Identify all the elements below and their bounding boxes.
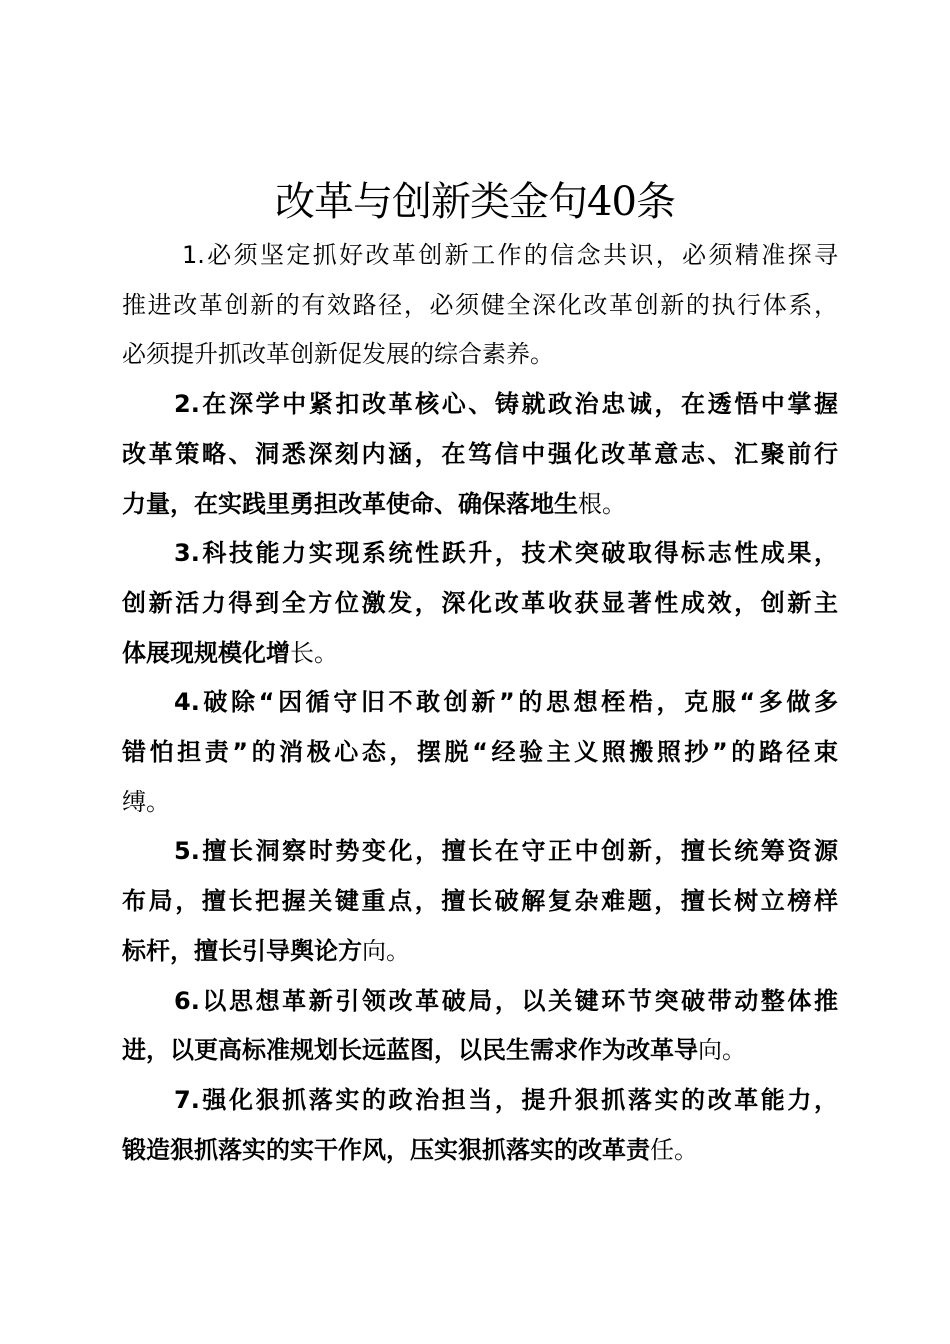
- line-text: 布局，擅长把握关键重点，擅长破解复杂难题，擅长树立榜样: [122, 887, 838, 916]
- line-text: 6.以思想革新引领改革破局，以关键环节突破带动整体推: [174, 986, 838, 1015]
- paragraph-2: [122, 380, 838, 529]
- paragraph-line: [122, 977, 838, 1027]
- line-text: 创新活力得到全方位激发，深化改革收获显著性成效，创新主: [122, 588, 838, 617]
- paragraph-line: [122, 877, 838, 927]
- paragraph-4: [122, 678, 838, 827]
- line-text: 标杆，擅长引导舆论方: [122, 936, 362, 965]
- paragraph-line: [122, 231, 838, 281]
- paragraph-1: [122, 231, 838, 380]
- paragraph-6: [122, 977, 838, 1076]
- paragraph-line: [122, 480, 838, 530]
- paragraph-line: [122, 579, 838, 629]
- paragraph-line: [122, 1126, 838, 1176]
- document-title: 改革与创新类金句40条: [275, 179, 675, 225]
- paragraph-line: [122, 529, 838, 579]
- line-text: 4.破除“因循守旧不敢创新”的思想桎梏，克服“多做多: [174, 688, 838, 717]
- paragraph-line: [122, 678, 838, 728]
- line-text: 2.在深学中紧扣改革核心、铸就政治忠诚，在透悟中掌握: [174, 390, 838, 419]
- line-text: 错怕担责”的消极心态，摆脱“经验主义照搬照抄”的路径束: [122, 738, 838, 767]
- paragraph-line: [122, 1026, 838, 1076]
- line-tail-text: 向。: [698, 1036, 746, 1065]
- line-tail-text: 长。: [290, 638, 338, 667]
- line-text: 3.科技能力实现系统性跃升，技术突破取得标志性成果，: [174, 539, 838, 568]
- paragraph-line: [122, 927, 838, 977]
- paragraph-line: [122, 827, 838, 877]
- line-text: 1.必须坚定抓好改革创新工作的信念共识，必须精准探寻: [182, 241, 838, 269]
- line-text: 5.擅长洞察时势变化，擅长在守正中创新，擅长统筹资源: [174, 837, 838, 866]
- paragraph-line: [122, 281, 838, 331]
- line-tail-text: 向。: [362, 936, 410, 965]
- line-text: 进，以更高标准规划长远蓝图，以民生需求作为改革导: [122, 1036, 698, 1065]
- line-tail-text: 任。: [650, 1135, 698, 1164]
- line-text: 锻造狠抓落实的实干作风，压实狠抓落实的改革责: [122, 1135, 650, 1164]
- paragraph-line: [122, 629, 838, 679]
- line-text: 力量，在实践里勇担改革使命、确保落地生: [122, 489, 578, 518]
- line-tail-text: 缚。: [122, 787, 170, 816]
- line-text: 推进改革创新的有效路径，必须健全深化改革创新的执行体系，: [122, 290, 838, 319]
- paragraph-7: [122, 1076, 838, 1175]
- document-body: [122, 231, 838, 1175]
- paragraph-line: [122, 380, 838, 430]
- paragraph-line: [122, 1076, 838, 1126]
- line-tail-text: 根。: [578, 489, 626, 518]
- line-text: 必须提升抓改革创新促发展的综合素养。: [122, 340, 554, 369]
- paragraph-line: [122, 330, 838, 380]
- line-text: 体展现规模化增: [122, 638, 290, 667]
- paragraph-line: [122, 728, 838, 778]
- paragraph-line: [122, 778, 838, 828]
- paragraph-3: [122, 529, 838, 678]
- line-text: 改革策略、洞悉深刻内涵，在笃信中强化改革意志、汇聚前行: [122, 439, 838, 468]
- line-text: 7.强化狠抓落实的政治担当，提升狠抓落实的改革能力，: [174, 1085, 838, 1114]
- paragraph-5: [122, 827, 838, 976]
- paragraph-line: [122, 430, 838, 480]
